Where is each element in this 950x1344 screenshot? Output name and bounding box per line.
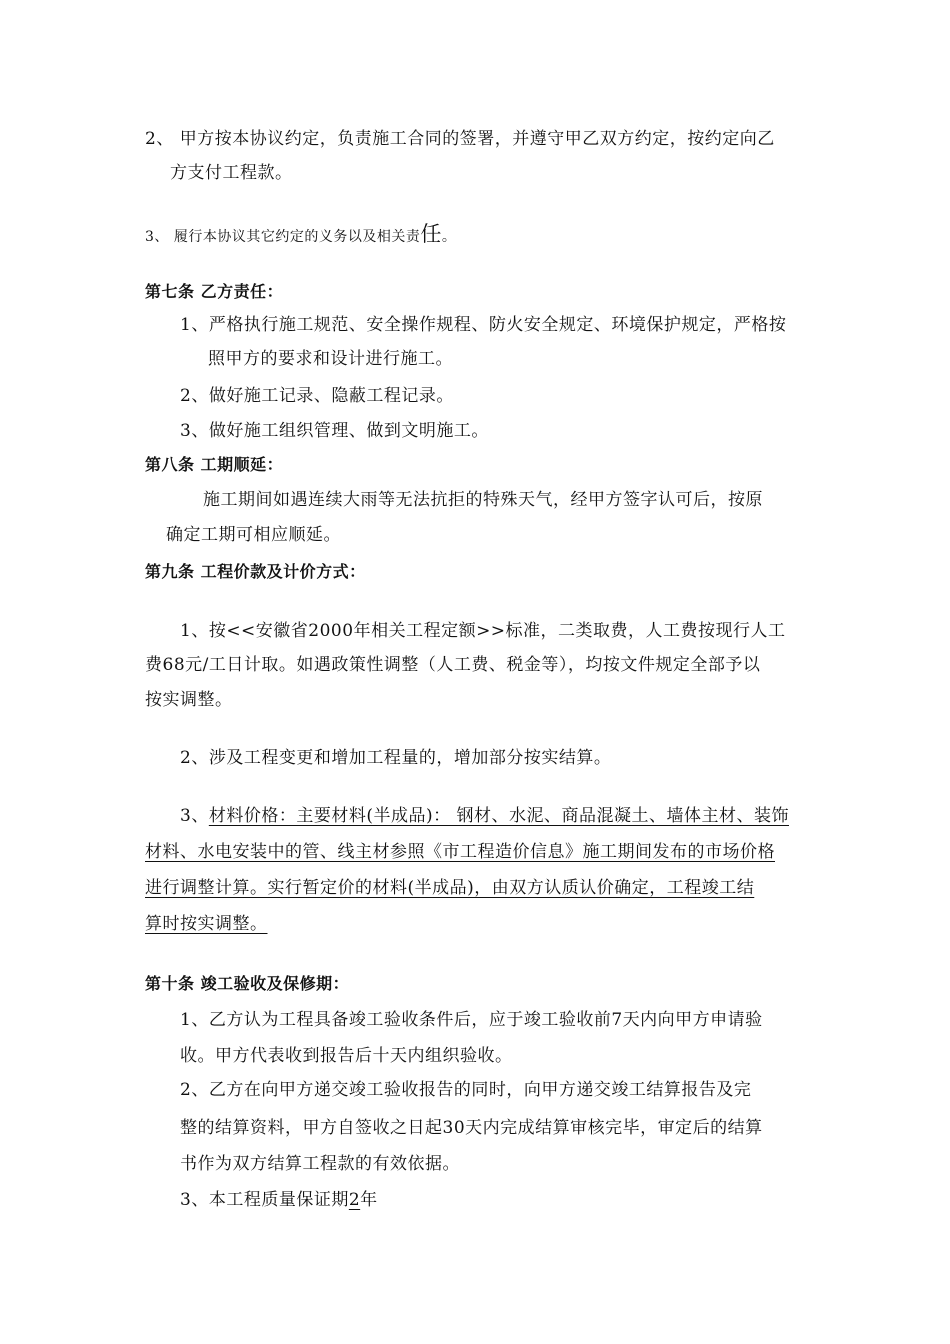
article7-item3: 3、做好施工组织管理、做到文明施工。	[180, 421, 489, 441]
jia-item3-text: 3、 履行本协议其它约定的义务以及相关责	[145, 229, 421, 245]
article10-item2-line3: 书作为双方结算工程款的有效依据。	[180, 1154, 460, 1174]
article9-item3-text: 材料价格：主要材料(半成品)： 钢材、水泥、商品混凝土、墙体主材、装饰	[208, 806, 789, 826]
article8-line1: 施工期间如遇连续大雨等无法抗拒的特殊天气，经甲方签字认可后，按原	[203, 490, 763, 510]
article9-item3-line4: 算时按实调整。	[145, 914, 268, 934]
article10-item3-suffix: 年	[360, 1190, 378, 1210]
article9-item3-line3: 进行调整计算。实行暂定价的材料(半成品)，由双方认质认价确定，工程竣工结	[145, 878, 755, 898]
article10-item3-years: 2	[348, 1190, 361, 1210]
article10-item3	[180, 1189, 378, 1211]
article8-title: 第八条 工期顺延：	[145, 455, 284, 474]
article9-item1-line3: 按实调整。	[145, 690, 233, 710]
article10-item2-line1: 2、乙方在向甲方递交竣工验收报告的同时，向甲方递交竣工结算报告及完	[180, 1080, 752, 1100]
article9-item1-line1: 1、按<<安徽省2000年相关工程定额>>标准，二类取费，人工费按现行人工	[180, 621, 786, 641]
article7-title: 第七条 乙方责任：	[145, 282, 284, 301]
article9-item3-line2: 材料、水电安装中的管、线主材参照《市工程造价信息》施工期间发布的市场价格	[145, 842, 775, 862]
article7-item2: 2、做好施工记录、隐蔽工程记录。	[180, 386, 454, 406]
article10-title: 第十条 竣工验收及保修期：	[145, 974, 350, 993]
jia-item2-line2: 方支付工程款。	[170, 163, 293, 183]
article10-item2-line2: 整的结算资料，甲方自签收之日起30天内完成结算审核完毕，审定后的结算	[180, 1118, 763, 1138]
article9-title: 第九条 工程价款及计价方式：	[145, 562, 366, 581]
jia-item3	[145, 223, 456, 248]
article9-item2: 2、涉及工程变更和增加工程量的，增加部分按实结算。	[180, 748, 612, 768]
article9-item3-prefix: 3、	[180, 806, 209, 826]
article10-item3-prefix: 3、本工程质量保证期	[180, 1190, 349, 1210]
article10-item1-line1: 1、乙方认为工程具备竣工验收条件后，应于竣工验收前7天内向甲方申请验	[180, 1010, 763, 1030]
article10-item1-line2: 收。甲方代表收到报告后十天内组织验收。	[180, 1046, 513, 1066]
article9-item3-line1	[180, 805, 789, 827]
article7-item1-line2: 照甲方的要求和设计进行施工。	[208, 349, 453, 369]
article8-line2: 确定工期可相应顺延。	[166, 525, 341, 545]
jia-item3-end: 。	[441, 229, 457, 245]
jia-item2-line1: 2、 甲方按本协议约定，负责施工合同的签署，并遵守甲乙双方约定，按约定向乙	[145, 129, 775, 149]
article9-item1-line2: 费68元/工日计取。如遇政策性调整（人工费、税金等），均按文件规定全部予以	[145, 655, 761, 675]
article7-item1-line1: 1、严格执行施工规范、安全操作规程、防火安全规定、环境保护规定，严格按	[180, 315, 787, 335]
jia-item3-last-char: 任	[420, 222, 442, 246]
